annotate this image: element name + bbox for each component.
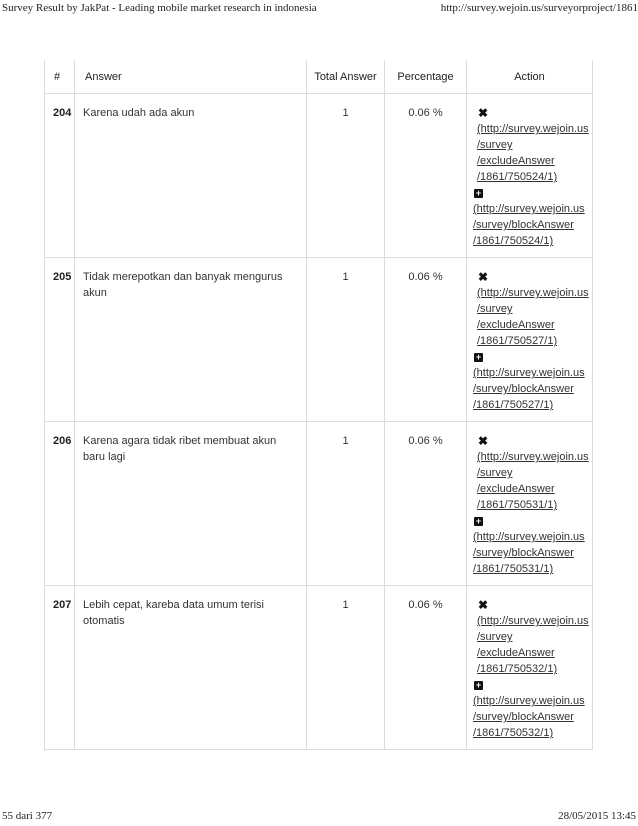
table-row <box>45 586 593 750</box>
row-number: 206 <box>45 422 75 586</box>
exclude-answer-link-text: (http://survey.wejoin.us <box>477 615 589 627</box>
exclude-answer-link-text: (http://survey.wejoin.us <box>477 123 589 135</box>
plus-square-icon[interactable]: + <box>475 188 482 198</box>
exclude-answer-link-text: /1861/750524/1) <box>477 171 558 183</box>
column-header-action: Action <box>467 60 593 94</box>
column-header-answer: Answer <box>75 60 307 94</box>
block-answer-link[interactable] <box>473 365 588 413</box>
block-answer-link-text: (http://survey.wejoin.us <box>473 531 585 543</box>
table-header-row <box>45 60 593 94</box>
close-icon[interactable]: ✖ <box>478 270 489 284</box>
print-footer <box>0 810 638 822</box>
block-answer-link[interactable] <box>473 693 588 741</box>
block-answer-link-text: /survey/blockAnswer <box>473 711 574 723</box>
column-header-number: # <box>45 60 75 94</box>
percentage-value: 0.06 % <box>385 258 467 422</box>
exclude-answer-link[interactable] <box>473 449 588 513</box>
table-row <box>45 258 593 422</box>
block-answer-link-text: (http://survey.wejoin.us <box>473 203 585 215</box>
exclude-answer-link-text: /excludeAnswer <box>477 319 555 331</box>
block-answer-link-text: /survey/blockAnswer <box>473 219 574 231</box>
column-header-total-answer: Total Answer <box>307 60 385 94</box>
exclude-answer-link-text: /1861/750527/1) <box>477 335 558 347</box>
exclude-answer-link[interactable] <box>473 121 588 185</box>
block-answer-link-text: /1861/750524/1) <box>473 235 554 247</box>
table-row <box>45 422 593 586</box>
print-datetime: 28/05/2015 13:45 <box>558 810 636 822</box>
exclude-answer-link-text: (http://survey.wejoin.us <box>477 451 589 463</box>
block-answer-link-text: /survey/blockAnswer <box>473 383 574 395</box>
total-answer-value: 1 <box>307 422 385 586</box>
results-table <box>44 60 593 750</box>
table-row <box>45 94 593 258</box>
exclude-answer-link[interactable] <box>473 285 588 349</box>
block-answer-link-text: (http://survey.wejoin.us <box>473 367 585 379</box>
plus-square-icon[interactable]: + <box>475 680 482 690</box>
close-icon[interactable]: ✖ <box>478 106 489 120</box>
page-number: 55 dari 377 <box>2 810 53 822</box>
exclude-answer-link-text: /excludeAnswer <box>477 647 555 659</box>
exclude-answer-link-text: /1861/750532/1) <box>477 663 558 675</box>
answer-text: Karena udah ada akun <box>75 94 307 258</box>
page-title: Survey Result by JakPat - Leading mobile market research in indonesia <box>2 2 317 14</box>
block-answer-link[interactable] <box>473 529 588 577</box>
answer-text: Lebih cepat, kareba data umum terisi otomatis <box>75 586 307 750</box>
plus-square-icon[interactable]: + <box>475 352 482 362</box>
block-answer-link-text: /1861/750532/1) <box>473 727 554 739</box>
row-number: 205 <box>45 258 75 422</box>
percentage-value: 0.06 % <box>385 422 467 586</box>
total-answer-value: 1 <box>307 586 385 750</box>
exclude-answer-link-text: /survey <box>477 303 513 315</box>
action-cell <box>467 422 593 586</box>
print-header <box>0 2 638 14</box>
exclude-answer-link-text: /survey <box>477 631 513 643</box>
row-number: 207 <box>45 586 75 750</box>
action-cell <box>467 586 593 750</box>
exclude-answer-link[interactable] <box>473 613 588 677</box>
exclude-answer-link-text: /survey <box>477 139 513 151</box>
percentage-value: 0.06 % <box>385 94 467 258</box>
column-header-percentage: Percentage <box>385 60 467 94</box>
percentage-value: 0.06 % <box>385 586 467 750</box>
row-number: 204 <box>45 94 75 258</box>
page-url: http://survey.wejoin.us/surveyorproject/1861 <box>440 2 638 14</box>
block-answer-link-text: /survey/blockAnswer <box>473 547 574 559</box>
exclude-answer-link-text: (http://survey.wejoin.us <box>477 287 589 299</box>
answer-text: Tidak merepotkan dan banyak mengurus akun <box>75 258 307 422</box>
exclude-answer-link-text: /survey <box>477 467 513 479</box>
block-answer-link-text: (http://survey.wejoin.us <box>473 695 585 707</box>
total-answer-value: 1 <box>307 94 385 258</box>
exclude-answer-link-text: /excludeAnswer <box>477 483 555 495</box>
exclude-answer-link-text: /1861/750531/1) <box>477 499 558 511</box>
action-cell <box>467 94 593 258</box>
close-icon[interactable]: ✖ <box>478 434 489 448</box>
block-answer-link[interactable] <box>473 201 588 249</box>
total-answer-value: 1 <box>307 258 385 422</box>
block-answer-link-text: /1861/750531/1) <box>473 563 554 575</box>
answer-text: Karena agara tidak ribet membuat akun baru lagi <box>75 422 307 586</box>
exclude-answer-link-text: /excludeAnswer <box>477 155 555 167</box>
action-cell <box>467 258 593 422</box>
block-answer-link-text: /1861/750527/1) <box>473 399 554 411</box>
plus-square-icon[interactable]: + <box>475 516 482 526</box>
close-icon[interactable]: ✖ <box>478 598 489 612</box>
